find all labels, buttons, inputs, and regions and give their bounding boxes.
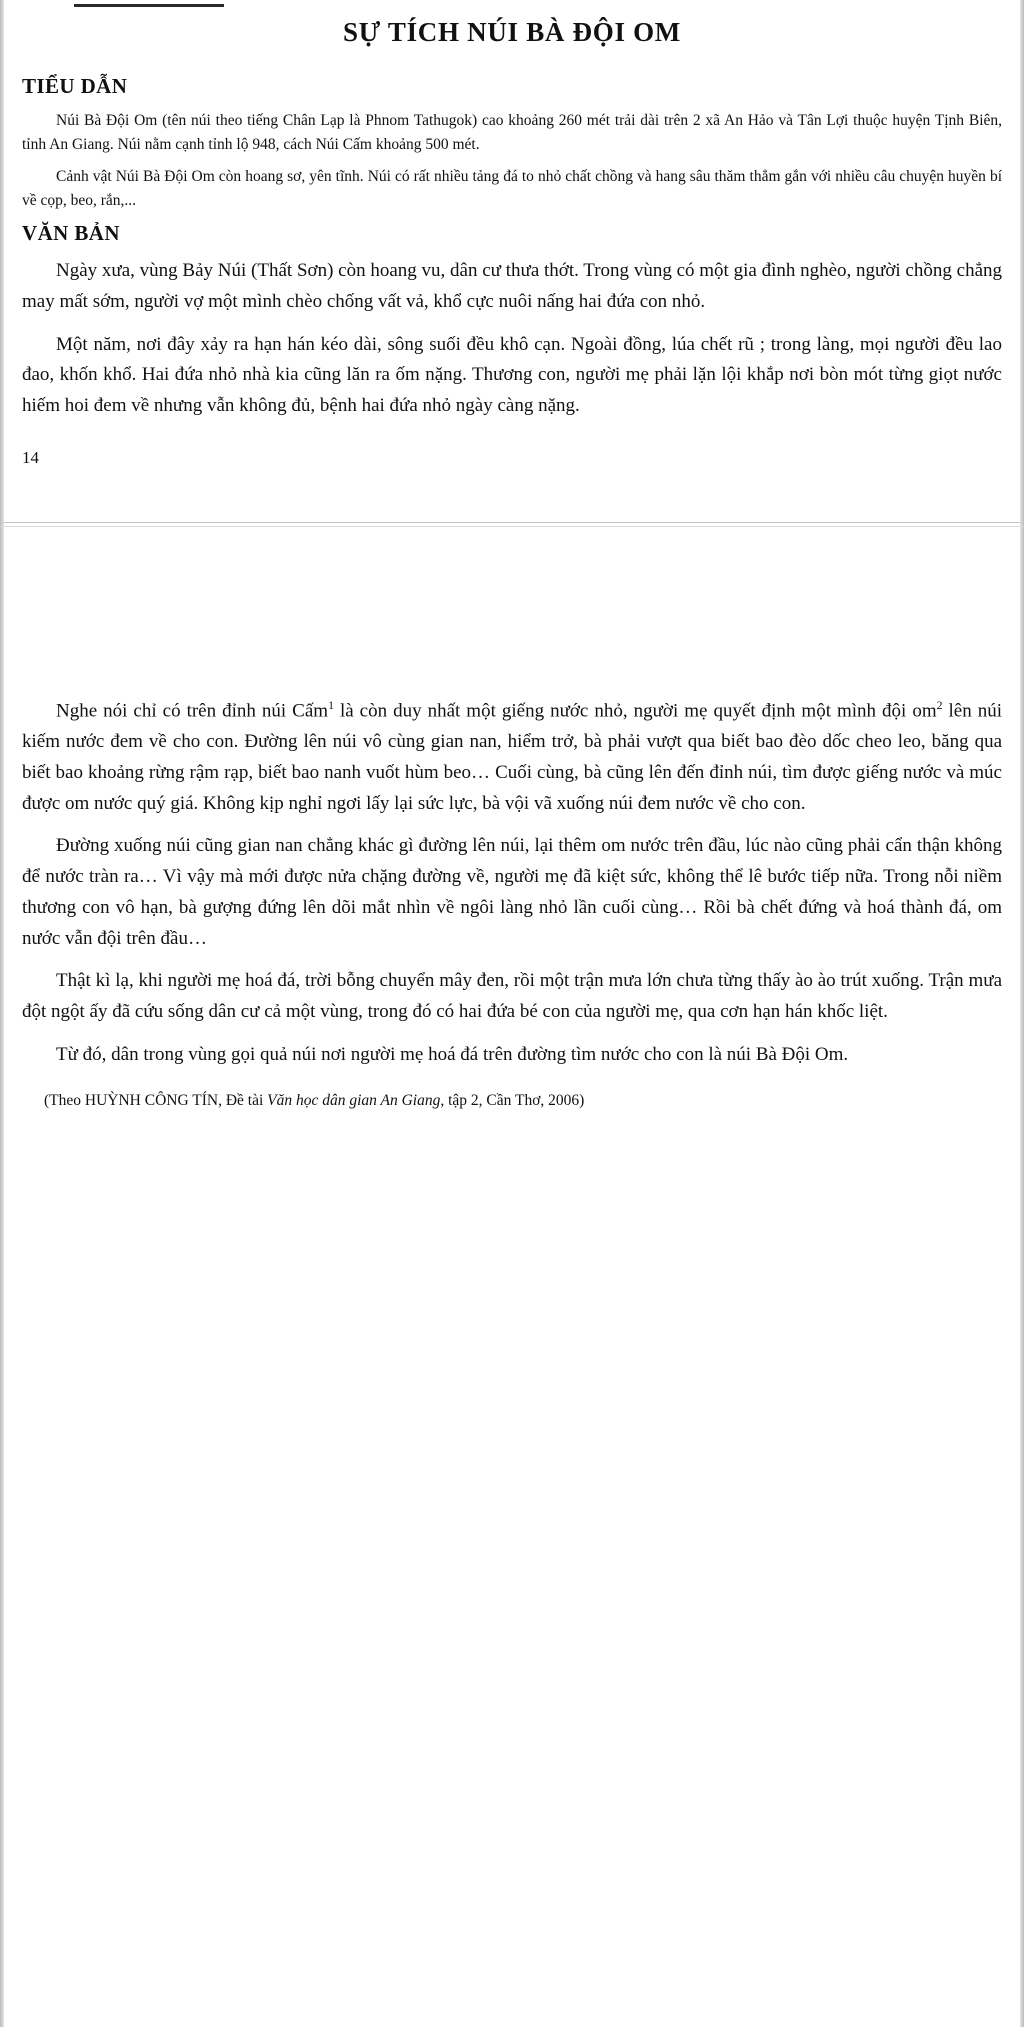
page-separator-line-top [0, 522, 1024, 523]
section-heading-tieu-dan: TIỂU DẪN [22, 74, 128, 98]
paragraph: Ngày xưa, vùng Bảy Núi (Thất Sơn) còn hoang vu, dân cư thưa thớt. Trong vùng có một gia đình nghèo, người chồng chẳng may mất sớm, người vợ một mình chèo chống vất vả, khổ cực nuôi nấng hai đứa con nhỏ. [22, 260, 1002, 312]
page-title: SỰ TÍCH NÚI BÀ ĐỘI OM [343, 17, 681, 47]
paragraph: Đường xuống núi cũng gian nan chẳng khác gì đường lên núi, lại thêm om nước trên đầu, lúc nào cũng phải cẩn thận không để nước tràn ra… Vì vậy mà mới được nửa chặng đường về, người mẹ đã kiệt sức, không thể lê bước tiếp nữa. Trong nỗi niềm thương con vô hạn, bà gượng đứng lên dõi mắt nhìn về ngôi làng nhỏ lần cuối cùng… Rồi bà chết đứng và hoá thành đá, om nước vẫn đội trên đầu… [22, 835, 1002, 949]
paragraph: Núi Bà Đội Om (tên núi theo tiếng Chân Lạp là Phnom Tathugok) cao khoảng 260 mét trải dài trên 2 xã An Hảo và Tân Lợi thuộc huyện Tịnh Biên, tỉnh An Giang. Núi nằm cạnh tỉnh lộ 948, cách Núi Cấm khoảng 500 mét. [22, 112, 1002, 153]
page-sheet [0, 4, 1024, 1112]
page-left-edge-shadow [0, 0, 4, 2027]
header-rule [74, 4, 224, 7]
page-right-edge-shadow [1020, 0, 1024, 2027]
paragraph: Thật kì lạ, khi người mẹ hoá đá, trời bỗng chuyển mây đen, rồi một trận mưa lớn chưa từng thấy ào ào trút xuống. Trận mưa đột ngột ấy đã cứu sống dân cư cả một vùng, trong đó có hai đứa bé con của người mẹ, qua cơn hạn hán khốc liệt. [22, 970, 1002, 1023]
source-attribution: (Theo HUỲNH CÔNG TÍN, Đề tài Văn học dân gian An Giang, tập 2, Cần Thơ, 2006) [44, 1091, 585, 1109]
paragraph: Cảnh vật Núi Bà Đội Om còn hoang sơ, yên tĩnh. Núi có rất nhiều tảng đá to nhỏ chất chồng và hang sâu thăm thẳm gắn với nhiều câu chuyện huyền bí về cọp, beo, rắn,... [22, 168, 1002, 209]
page-separator-line-bottom [0, 526, 1024, 527]
paragraph: Nghe nói chỉ có trên đỉnh núi Cấm$^1$ là còn duy nhất một giếng nước nhỏ, người mẹ quyết định một mình đội $om^2$ lên núi kiếm nước đem về cho con. Đường lên núi vô cùng gian nan, hiểm trở, bà phải vượt qua biết bao đèo dốc cheo leo, băng qua biết bao khoảng rừng rậm rạp, biết bao nanh vuốt hùm beo… Cuối cùng, bà cũng lên đến đỉnh núi, tìm được giếng nước và múc được om nước quý giá. Không kịp nghỉ ngơi lấy lại sức lực, bà vội vã xuống núi đem nước về cho con. [22, 699, 1002, 814]
page-number: 14 [22, 448, 39, 468]
page-separator [22, 504, 1002, 600]
paragraph: Một năm, nơi đây xảy ra hạn hán kéo dài, sông suối đều khô cạn. Ngoài đồng, lúa chết rũ ; trong làng, mọi người đều lao đao, khốn khổ. Hai đứa nhỏ nhà kia cũng lăn ra ốm nặng. Thương con, người mẹ phải lặn lội khắp nơi bòn mót từng giọt nước hiếm hoi đem về nhưng vẫn không đủ, bệnh hai đứa nhỏ ngày càng nặng. [22, 333, 1002, 417]
section-heading-van-ban: VĂN BẢN [22, 221, 120, 246]
paragraph: Từ đó, dân trong vùng gọi quả núi nơi người mẹ hoá đá trên đường tìm nước cho con là núi Bà Đội Om. [56, 1044, 849, 1065]
second-page-top-margin [22, 600, 1002, 696]
